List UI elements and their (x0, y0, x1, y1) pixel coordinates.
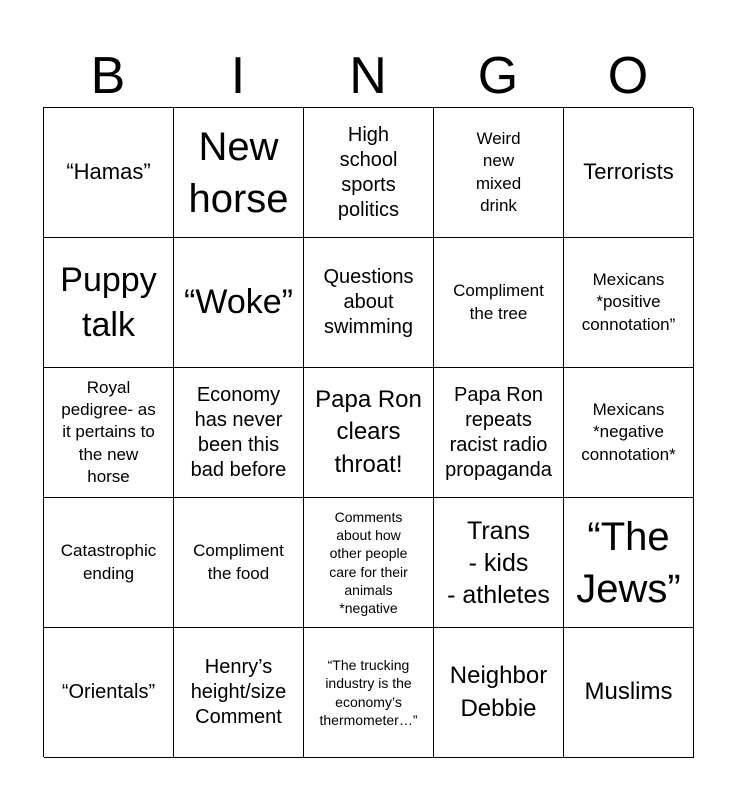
cell-text: Mexicans *negative connotation* (581, 400, 676, 464)
cell-text: Mexicans *positive connotation” (581, 270, 676, 334)
bingo-cell-r4c2[interactable] (174, 498, 304, 628)
cell-text: Comments about how other people care for their animals *negative (329, 508, 408, 616)
bingo-cell-r3c5[interactable] (564, 368, 694, 498)
bingo-header (43, 48, 693, 104)
cell-text: Royal pedigree- as it pertains to the new horse (61, 378, 156, 486)
bingo-cell-r4c1[interactable] (44, 498, 174, 628)
bingo-cell-r3c3[interactable] (304, 368, 434, 498)
cell-text: Weird new mixed drink (475, 129, 522, 215)
cell-text: New horse (188, 124, 289, 221)
cell-text: “The trucking industry is the economy’s thermometer…” (319, 657, 418, 728)
cell-text: Terrorists (583, 159, 674, 185)
bingo-cell-r3c1[interactable] (44, 368, 174, 498)
cell-text: Catastrophic ending (60, 541, 157, 583)
cell-text: Muslims (584, 678, 673, 706)
bingo-cell-r5c1[interactable] (44, 628, 174, 758)
cell-text: “Woke” (184, 283, 293, 322)
bingo-cell-r5c3[interactable] (304, 628, 434, 758)
cell-text: Papa Ron clears throat! (315, 385, 422, 478)
cell-text: Puppy talk (60, 261, 157, 344)
cell-text: “The Jews” (576, 514, 681, 611)
cell-text: Compliment the food (193, 541, 284, 583)
bingo-cell-r2c1[interactable] (44, 238, 174, 368)
bingo-cell-r3c2[interactable] (174, 368, 304, 498)
bingo-cell-r1c1[interactable] (44, 108, 174, 238)
bingo-cell-r3c4[interactable] (434, 368, 564, 498)
bingo-cell-r4c3[interactable] (304, 498, 434, 628)
header-letter-o: O (607, 47, 649, 105)
bingo-cell-r2c4[interactable] (434, 238, 564, 368)
bingo-cell-r5c5[interactable] (564, 628, 694, 758)
bingo-cell-r2c3[interactable] (304, 238, 434, 368)
bingo-cell-r5c2[interactable] (174, 628, 304, 758)
bingo-cell-r1c4[interactable] (434, 108, 564, 238)
bingo-cell-r1c5[interactable] (564, 108, 694, 238)
bingo-cell-r2c2[interactable] (174, 238, 304, 368)
header-letter-g: G (477, 47, 519, 105)
bingo-cell-r2c5[interactable] (564, 238, 694, 368)
cell-text: Compliment the tree (453, 281, 544, 323)
bingo-cell-r4c4[interactable] (434, 498, 564, 628)
bingo-cell-r5c4[interactable] (434, 628, 564, 758)
bingo-cell-r1c3[interactable] (304, 108, 434, 238)
cell-text: “Orientals” (61, 681, 156, 703)
cell-text: Trans - kids - athletes (447, 516, 550, 609)
header-letter-b: B (90, 47, 126, 105)
cell-text: Questions about swimming (323, 266, 414, 338)
cell-text: Henry’s height/size Comment (190, 656, 287, 728)
cell-text: “Hamas” (66, 159, 151, 185)
bingo-board (43, 107, 693, 757)
header-letter-i: I (230, 47, 246, 105)
bingo-cell-r4c5[interactable] (564, 498, 694, 628)
cell-text: Neighbor Debbie (449, 662, 548, 722)
cell-text: Papa Ron repeats racist radio propaganda (445, 383, 552, 481)
cell-text: High school sports politics (337, 123, 400, 221)
header-letter-n: N (349, 47, 387, 105)
cell-text: Economy has never been this bad before (190, 383, 287, 481)
bingo-cell-r1c2[interactable] (174, 108, 304, 238)
